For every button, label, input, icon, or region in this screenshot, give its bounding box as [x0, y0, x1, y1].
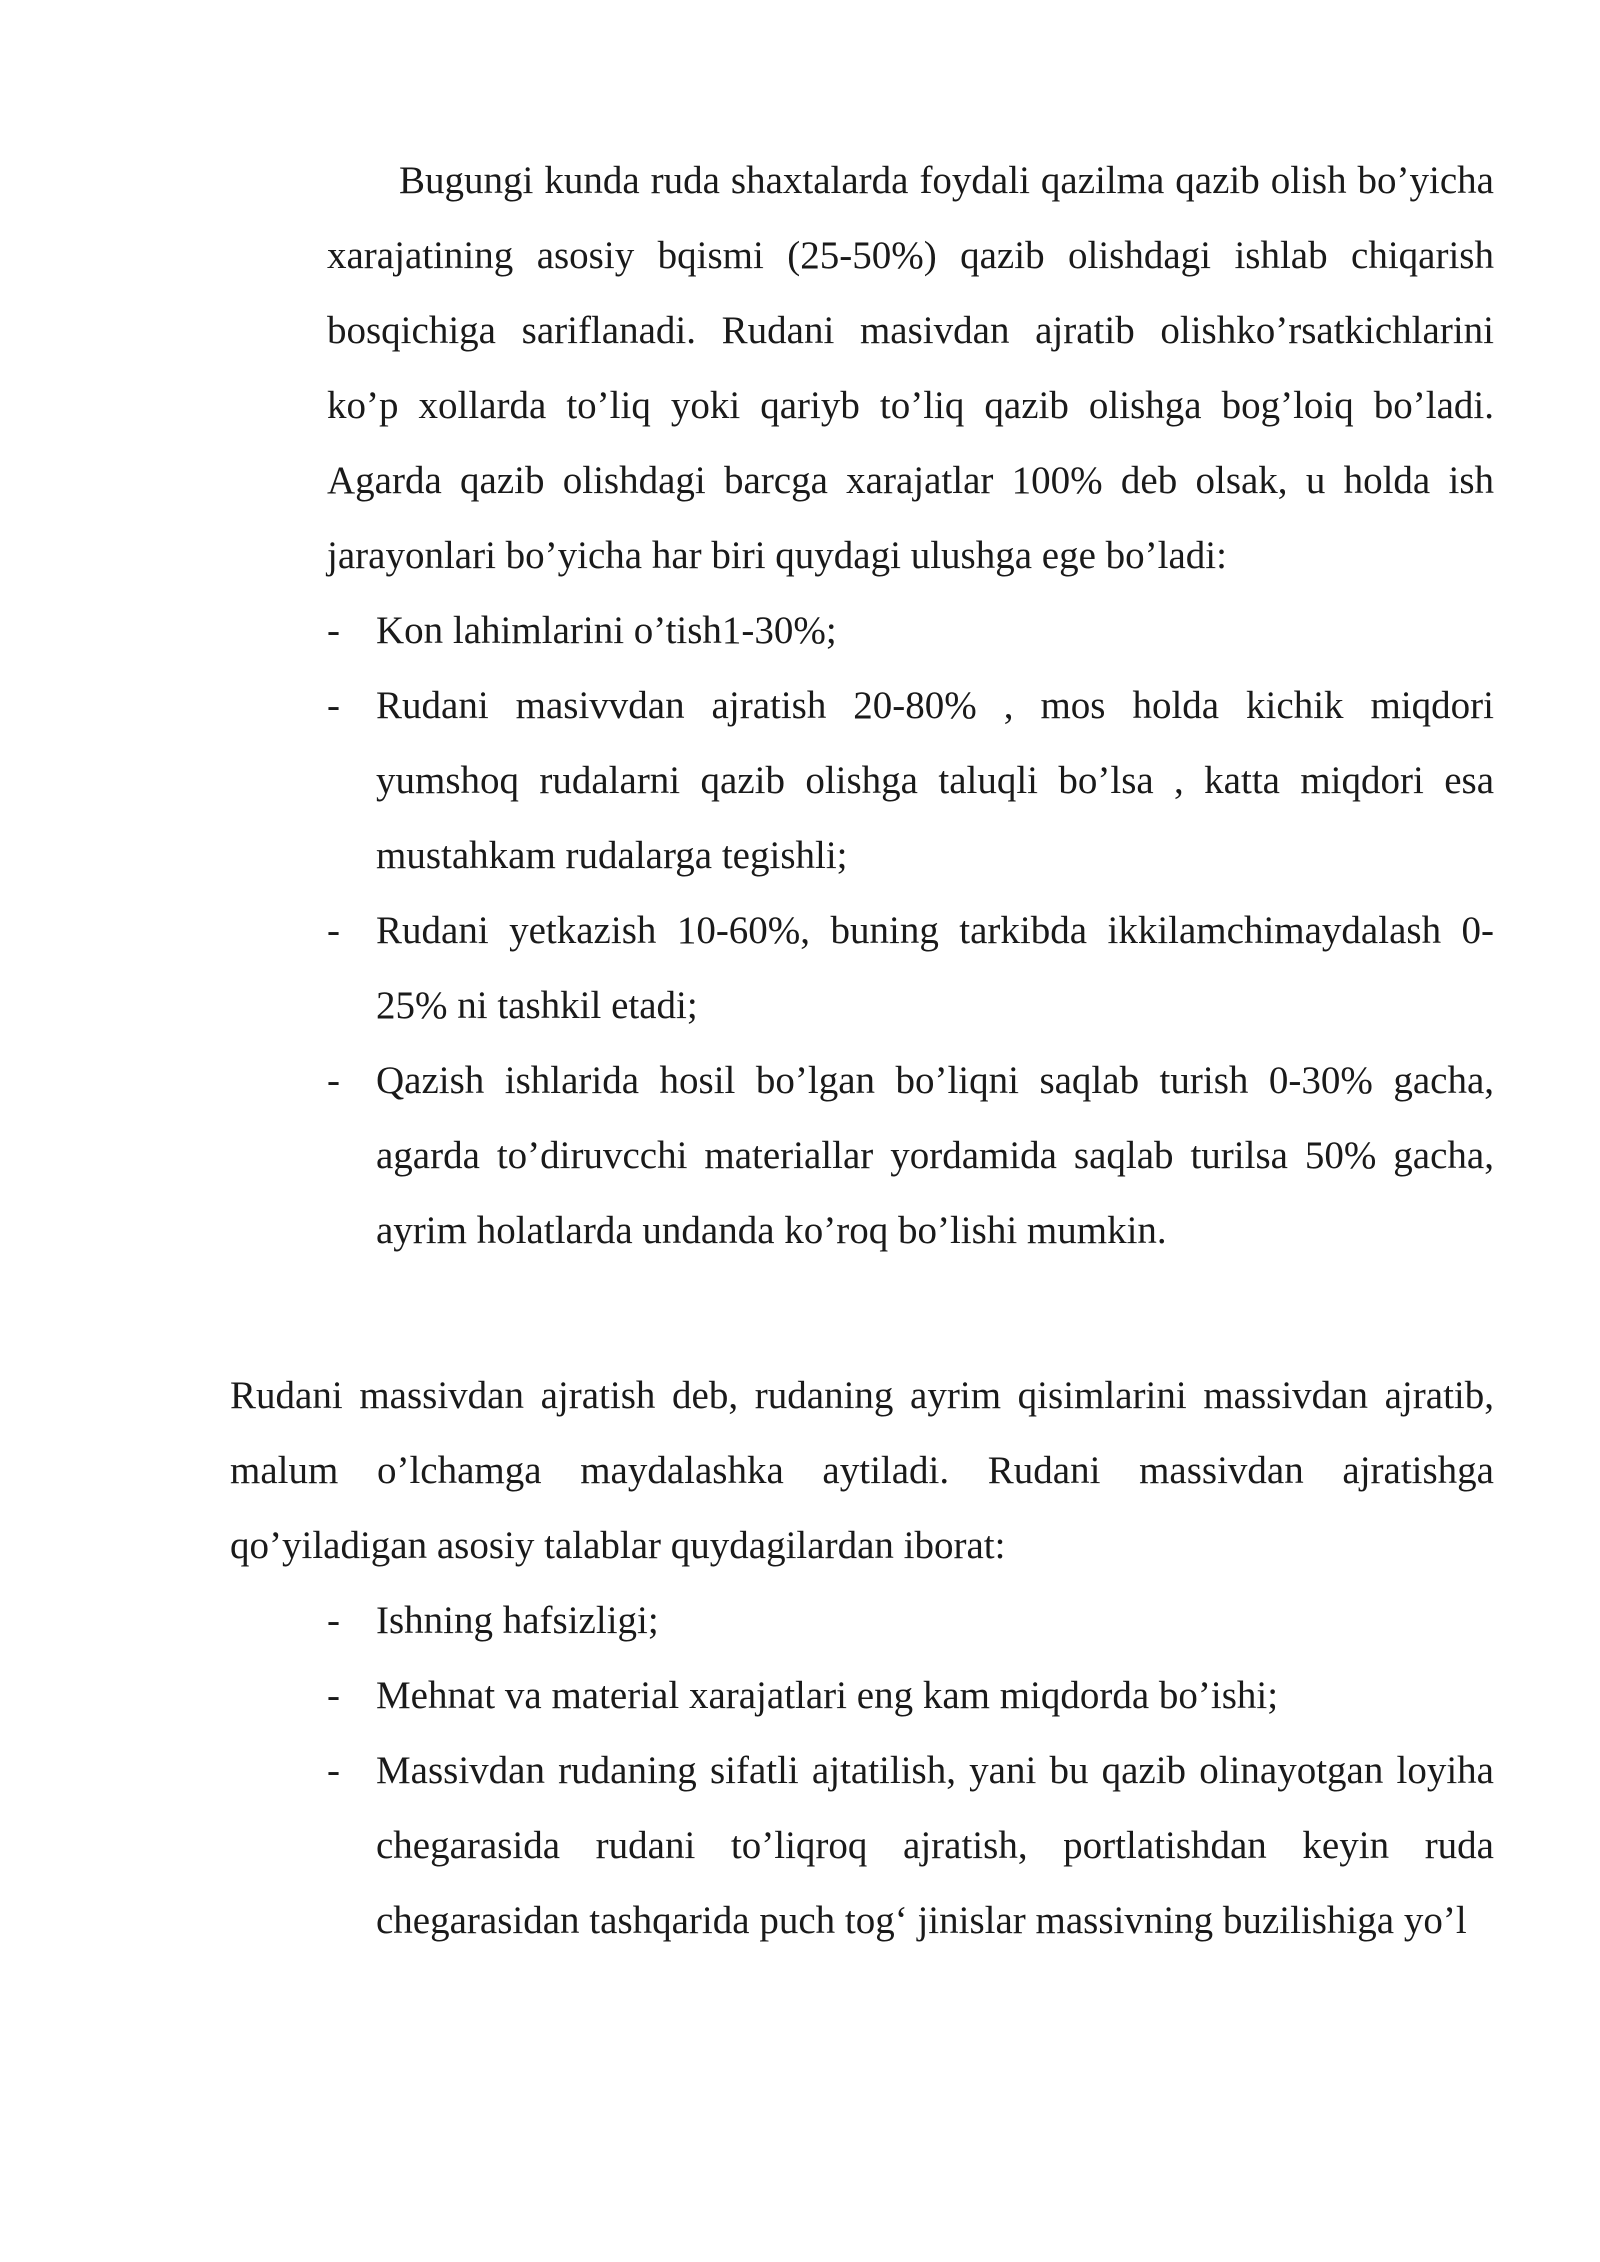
list-item	[327, 1583, 1494, 1658]
list-item-text: Qazish ishlarida hosil bo’lgan bo’liqni saqlab turish 0-30% gacha, agarda to’diruvcchi materiallar yordamida saqlab turilsa 50% gacha, ayrim holatlarda undanda ko’roq bo’lishi mumkin.	[376, 1059, 1494, 1252]
section-one	[327, 143, 1494, 1268]
intro-paragraph: Bugungi kunda ruda shaxtalarda foydali qazilma qazib olish bo’yicha xarajatining asosiy bqismi (25-50%) qazib olishdagi ishlab chiqarish bosqichiga sariflanadi. Rudani masivdan ajratib olishko’rsatkichlarini ko’p xollarda to’liq yoki qariyb to’liq qazib olishga bog’loiq bo’ladi. Agarda qazib olishdagi barcga xarajatlar 100% deb olsak, u holda ish jarayonlari bo’yicha har biri quydagi ulushga ege bo’ladi:	[327, 159, 1494, 577]
list-item	[327, 1658, 1494, 1733]
list-marker: -	[327, 609, 340, 652]
list-item-text: Rudani yetkazish 10-60%, buning tarkibda ikkilamchimaydalash 0-25% ni tashkil etadi;	[376, 909, 1494, 1027]
definition-paragraph: Rudani massivdan ajratish deb, rudaning ayrim qisimlarini massivdan ajratib, malum o’lchamga maydalashka aytiladi. Rudani massivdan ajratishga qo’yiladigan asosiy talablar quydagilardan iborat:	[230, 1374, 1494, 1567]
requirements-list	[327, 1583, 1494, 1958]
list-item-text: Kon lahimlarini o’tish1-30%;	[376, 609, 837, 652]
list-item	[327, 668, 1494, 893]
list-item	[327, 593, 1494, 668]
list-item-text: Rudani masivvdan ajratish 20-80% , mos holda kichik miqdori yumshoq rudalarni qazib olishga taluqli bo’lsa , katta miqdori esa mustahkam rudalarga tegishli;	[376, 684, 1494, 877]
list-item-text: Ishning hafsizligi;	[376, 1599, 659, 1642]
list-marker: -	[327, 1674, 340, 1717]
list-marker: -	[327, 1059, 340, 1102]
list-marker: -	[327, 1749, 340, 1792]
list-marker: -	[327, 684, 340, 727]
list-marker: -	[327, 909, 340, 952]
list-marker: -	[327, 1599, 340, 1642]
section-two	[230, 1358, 1494, 1958]
list-item	[327, 1733, 1494, 1958]
list-item	[327, 893, 1494, 1043]
list-item	[327, 1043, 1494, 1268]
list-item-text: Mehnat va material xarajatlari eng kam miqdorda bo’ishi;	[376, 1674, 1279, 1717]
cost-breakdown-list	[327, 593, 1494, 1268]
list-item-text: Massivdan rudaning sifatli ajtatilish, yani bu qazib olinayotgan loyiha chegarasida rudani to’liqroq ajratish, portlatishdan keyin ruda chegarasidan tashqarida puch tog‘ jinislar massivning buzilishiga yo’l	[376, 1749, 1494, 1942]
